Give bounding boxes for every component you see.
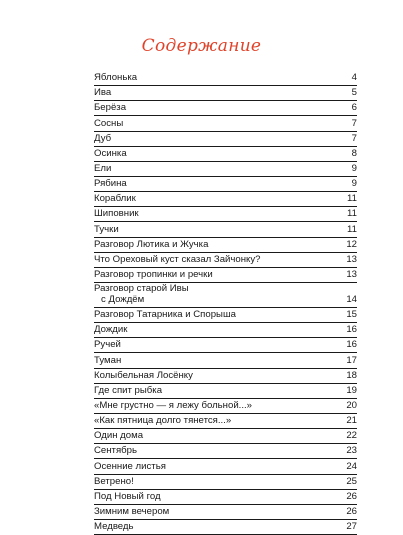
toc-entry-page-number: 16 — [346, 339, 357, 351]
toc-entry-title-line: Колыбельная Лосёнку — [94, 369, 193, 381]
toc-entry-title — [94, 415, 231, 426]
toc-entry — [94, 490, 357, 505]
toc-entry-title-line: Туман — [94, 354, 122, 366]
toc-entry-title-line: Что Ореховый куст сказал Зайчонку? — [94, 253, 261, 265]
toc-entry-title-line: Дождик — [94, 324, 128, 336]
toc-entry-title — [94, 400, 252, 411]
toc-entry — [94, 323, 357, 338]
toc-entry-title — [94, 193, 136, 204]
toc-entry — [94, 338, 357, 353]
toc-entry-page-number: 27 — [346, 521, 357, 533]
toc-entry — [94, 444, 357, 459]
toc-entry-title-line: Рябина — [94, 178, 127, 190]
toc-entry-title-line: Кораблик — [94, 193, 136, 205]
toc-entry-title-line: Где спит рыбка — [94, 384, 163, 396]
toc-entry-title-line: Дуб — [94, 132, 112, 144]
toc-entry-title-line: Разговор тропинки и речки — [94, 268, 213, 280]
toc-entry — [94, 101, 357, 116]
toc-entry-title-line: Разговор старой Ивы — [94, 282, 189, 294]
toc-entry-title-line: Ели — [94, 162, 112, 174]
toc-entry-page-number: 20 — [346, 399, 357, 411]
toc-entry-page-number: 17 — [346, 354, 357, 366]
toc-entry-title-line: Зимним вечером — [94, 505, 170, 517]
toc-entry-title — [94, 178, 127, 189]
toc-entry-page-number: 8 — [351, 147, 357, 159]
toc-entry-title-line: Медведь — [94, 521, 134, 533]
toc-entry — [94, 132, 357, 147]
toc-entry — [94, 116, 357, 131]
toc-entry-title-line: Ручей — [94, 339, 121, 351]
toc-entry-title — [94, 87, 111, 98]
toc-entry-title — [94, 506, 169, 517]
toc-entry-title — [94, 339, 121, 350]
toc-entry-page-number: 6 — [351, 102, 357, 114]
toc-entry — [94, 86, 357, 101]
toc-entry-title-line: Разговор Лютика и Жучка — [94, 238, 209, 250]
toc-entry-title-line: Сосны — [94, 117, 124, 129]
toc-entry-title — [94, 102, 126, 113]
toc-entry — [94, 459, 357, 474]
toc-entry-title-line: Берёза — [94, 102, 127, 114]
toc-entry-title — [94, 208, 139, 219]
toc-entry-page-number: 24 — [346, 460, 357, 472]
toc-entry — [94, 253, 357, 268]
toc-entry-title-line: Разговор Татарника и Спорыша — [94, 309, 236, 321]
toc-entry — [94, 177, 357, 192]
toc-entry — [94, 162, 357, 177]
toc-entry-title-line: Один дома — [94, 430, 144, 442]
toc-entry — [94, 238, 357, 253]
toc-entry-title — [94, 324, 127, 335]
toc-entry-title — [94, 309, 236, 320]
toc-entry — [94, 207, 357, 222]
toc-entry-title-line: Яблонька — [94, 72, 138, 84]
toc-entry-title — [94, 133, 111, 144]
toc-entry — [94, 268, 357, 283]
toc-entry-page-number: 7 — [351, 132, 357, 144]
toc-entry-title — [94, 491, 161, 502]
toc-entry-title-line: Ива — [94, 87, 112, 99]
toc-entry-page-number: 16 — [346, 324, 357, 336]
toc-entry-page-number: 11 — [347, 193, 357, 205]
toc-entry-title — [94, 283, 189, 305]
toc-entry-title — [94, 239, 208, 250]
toc-entry-title-line: Осинка — [94, 147, 127, 159]
toc-entry-page-number: 23 — [346, 445, 357, 457]
toc-entry-page-number: 9 — [351, 178, 357, 190]
toc-entry-title — [94, 355, 121, 366]
toc-entry-title — [94, 445, 137, 456]
toc-entry — [94, 399, 357, 414]
table-of-contents — [94, 71, 357, 535]
toc-entry-title — [94, 461, 166, 472]
toc-entry — [94, 147, 357, 162]
toc-entry-title-line: Шиповник — [94, 208, 139, 220]
toc-entry-title-line: «Как пятница долго тянется...» — [94, 415, 232, 427]
toc-entry — [94, 429, 357, 444]
toc-entry-title — [94, 163, 111, 174]
toc-entry-title-line: Сентябрь — [94, 445, 137, 457]
toc-entry-title-line: Под Новый год — [94, 490, 161, 502]
toc-entry — [94, 308, 357, 323]
toc-entry-title — [94, 118, 123, 129]
toc-entry-page-number: 13 — [346, 268, 357, 280]
toc-entry — [94, 192, 357, 207]
toc-entry-title-line: «Мне грустно — я лежу больной...» — [94, 399, 253, 411]
toc-entry-page-number: 11 — [347, 208, 357, 220]
toc-entry — [94, 353, 357, 368]
toc-entry — [94, 369, 357, 384]
toc-entry-title-line: Ветрено! — [94, 475, 134, 487]
toc-entry-page-number: 7 — [351, 117, 357, 129]
toc-entry-page-number: 19 — [346, 384, 357, 396]
toc-entry-page-number: 14 — [346, 293, 357, 305]
toc-entry — [94, 505, 357, 520]
toc-entry-page-number: 12 — [346, 238, 357, 250]
toc-entry-title — [94, 476, 134, 487]
toc-entry-title-line: Тучки — [94, 223, 119, 235]
toc-entry-page-number: 9 — [351, 162, 357, 174]
page-title: Содержание — [141, 36, 262, 56]
toc-entry-title — [94, 385, 162, 396]
toc-entry-title — [94, 254, 261, 265]
toc-entry-page-number: 13 — [346, 253, 357, 265]
toc-entry-title-line: Осенние листья — [94, 460, 166, 472]
toc-entry-title — [94, 148, 127, 159]
toc-entry-page-number: 15 — [346, 309, 357, 321]
toc-entry-page-number: 5 — [351, 87, 357, 99]
toc-entry-page-number: 4 — [351, 72, 357, 84]
toc-entry-page-number: 11 — [347, 223, 357, 235]
toc-entry-page-number: 18 — [346, 369, 357, 381]
toc-entry-title — [94, 72, 137, 83]
toc-entry-page-number: 26 — [346, 505, 357, 517]
toc-entry — [94, 283, 357, 308]
toc-entry-title-line: с Дождём — [101, 293, 145, 305]
toc-entry-page-number: 26 — [346, 490, 357, 502]
toc-entry-title — [94, 269, 213, 280]
toc-entry — [94, 222, 357, 237]
toc-entry — [94, 71, 357, 86]
toc-entry — [94, 520, 357, 535]
toc-entry-page-number: 25 — [346, 475, 357, 487]
toc-entry-page-number: 22 — [346, 430, 357, 442]
toc-entry — [94, 384, 357, 399]
toc-entry-page-number: 21 — [346, 415, 357, 427]
toc-entry-title — [94, 224, 119, 235]
toc-entry-title — [94, 521, 134, 532]
toc-entry — [94, 475, 357, 490]
toc-entry-title — [94, 430, 143, 441]
toc-entry — [94, 414, 357, 429]
toc-entry-title — [94, 370, 193, 381]
